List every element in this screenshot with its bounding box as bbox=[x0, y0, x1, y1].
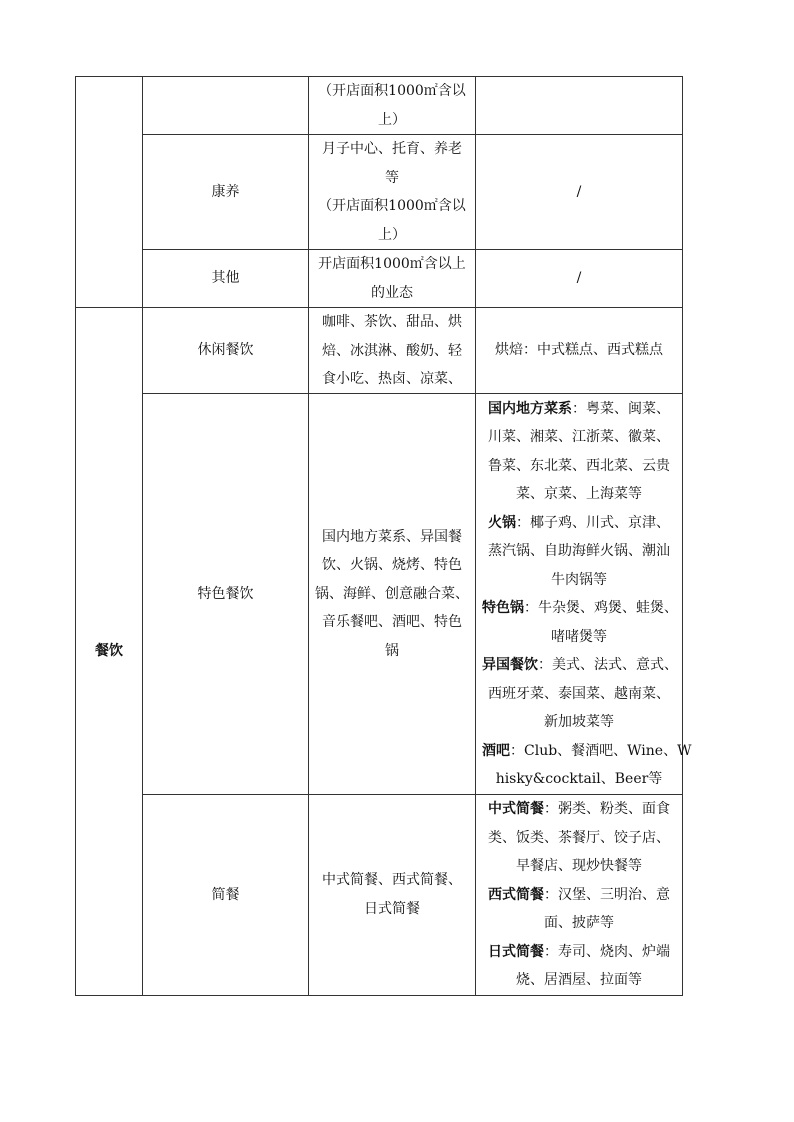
subcategory-quick-meal: 简餐 bbox=[143, 795, 309, 996]
scope-line: 开店面积1000㎡含以上 bbox=[318, 256, 466, 272]
detail-cell: / bbox=[476, 250, 683, 308]
entry-domestic-cuisine bbox=[482, 395, 676, 509]
entry-text: 蒸汽锅、自助海鲜火锅、潮汕 bbox=[488, 543, 670, 559]
subcategory-cell-empty bbox=[143, 77, 309, 135]
subcategory-wellness: 康养 bbox=[143, 135, 309, 250]
scope-cell bbox=[309, 250, 476, 308]
scope-line: （开店面积1000㎡含以 bbox=[318, 198, 466, 214]
scope-line: 锅、海鲜、创意融合菜、 bbox=[315, 585, 469, 602]
entry-text: ：汉堡、三明治、意 bbox=[544, 886, 670, 903]
entry-text: ：牛杂煲、鸡煲、蛙煲、 bbox=[524, 600, 678, 616]
entry-label: 西式简餐 bbox=[488, 886, 544, 903]
scope-line: 中式简餐、西式简餐、 bbox=[322, 872, 462, 889]
detail-cell bbox=[476, 77, 683, 135]
scope-line: 上） bbox=[378, 226, 406, 243]
table-row-continued bbox=[76, 77, 683, 135]
detail-cell bbox=[476, 394, 692, 795]
scope-line: 锅 bbox=[385, 642, 399, 659]
entry-label: 异国餐饮 bbox=[482, 657, 538, 673]
scope-line: 音乐餐吧、酒吧、特色 bbox=[322, 614, 462, 631]
entry-japanese-quick-meal bbox=[482, 938, 676, 995]
business-type-table bbox=[75, 76, 692, 996]
table-row-specialty-dining bbox=[76, 394, 683, 795]
scope-cell bbox=[309, 77, 476, 135]
scope-line: 月子中心、托育、养老 bbox=[322, 141, 462, 157]
entry-bar bbox=[482, 737, 692, 794]
entry-label: 日式简餐 bbox=[488, 943, 544, 960]
entry-text: 类、饭类、茶餐厅、饺子店、 bbox=[488, 829, 670, 846]
entry-text: ：美式、法式、意式、 bbox=[538, 657, 678, 673]
table-row-wellness bbox=[76, 135, 683, 250]
scope-cell bbox=[309, 795, 476, 996]
scope-line: 焙、冰淇淋、酸奶、轻 bbox=[322, 342, 462, 359]
entry-hotpot bbox=[482, 509, 676, 595]
subcategory-casual-dining: 休闲餐饮 bbox=[143, 308, 309, 394]
entry-text: 新加坡菜等 bbox=[544, 714, 614, 730]
entry-text: 鲁菜、东北菜、西北菜、云贵 bbox=[488, 457, 670, 474]
scope-cell bbox=[309, 394, 476, 795]
entry-label: 酒吧 bbox=[482, 742, 510, 759]
detail-cell: / bbox=[476, 135, 683, 250]
category-cell-empty bbox=[76, 77, 143, 308]
entry-text: 烧、居酒屋、拉面等 bbox=[516, 972, 642, 988]
entry-text: ：粥类、粉类、面食 bbox=[544, 801, 670, 817]
entry-chinese-quick-meal bbox=[482, 795, 676, 881]
subcategory-other: 其他 bbox=[143, 250, 309, 308]
entry-text: ：寿司、烧肉、炉端 bbox=[544, 943, 670, 960]
scope-line: 日式简餐 bbox=[364, 900, 420, 917]
table-row-other bbox=[76, 250, 683, 308]
entry-text: 菜、京菜、上海菜等 bbox=[516, 486, 642, 502]
entry-text: 啫啫煲等 bbox=[551, 628, 607, 645]
scope-line: 上） bbox=[378, 111, 406, 128]
entry-label: 火锅 bbox=[488, 514, 516, 531]
entry-text: 西班牙菜、泰国菜、越南菜、 bbox=[488, 685, 670, 702]
entry-label: 特色锅 bbox=[482, 600, 524, 616]
scope-cell bbox=[309, 308, 476, 394]
scope-line: 咖啡、茶饮、甜品、烘 bbox=[322, 314, 462, 330]
entry-label: 中式简餐 bbox=[488, 801, 544, 817]
entry-specialty-pot bbox=[482, 594, 676, 651]
category-catering: 餐饮 bbox=[76, 308, 143, 996]
entry-foreign-cuisine bbox=[482, 651, 676, 737]
subcategory-specialty-dining: 特色餐饮 bbox=[143, 394, 309, 795]
entry-text: ：Club、餐酒吧、Wine、W bbox=[510, 742, 692, 759]
entry-text: 面、披萨等 bbox=[544, 915, 614, 931]
entry-label: 国内地方菜系 bbox=[488, 400, 572, 417]
scope-line: 饮、火锅、烧烤、特色 bbox=[322, 557, 462, 574]
scope-line: 的业态 bbox=[371, 284, 413, 301]
scope-line: 国内地方菜系、异国餐 bbox=[322, 528, 462, 545]
entry-text: 牛肉锅等 bbox=[551, 571, 607, 588]
entry-western-quick-meal bbox=[482, 881, 676, 938]
scope-cell bbox=[309, 135, 476, 250]
entry-text: ：椰子鸡、川式、京津、 bbox=[516, 514, 670, 531]
table-row-quick-meal bbox=[76, 795, 683, 996]
scope-line: 等 bbox=[385, 169, 399, 186]
scope-line: 食小吃、热卤、凉菜、 bbox=[322, 371, 462, 387]
entry-text: ：粤菜、闽菜、 bbox=[572, 400, 670, 417]
detail-cell: 烘焙：中式糕点、西式糕点 bbox=[476, 308, 683, 394]
entry-text: 川菜、湘菜、江浙菜、徽菜、 bbox=[488, 429, 670, 445]
detail-cell bbox=[476, 795, 683, 996]
entry-text: 早餐店、现炒快餐等 bbox=[516, 858, 642, 874]
table-row-casual-dining bbox=[76, 308, 683, 394]
entry-text: hisky&cocktail、Beer等 bbox=[495, 771, 663, 787]
scope-line: （开店面积1000㎡含以 bbox=[318, 83, 466, 99]
